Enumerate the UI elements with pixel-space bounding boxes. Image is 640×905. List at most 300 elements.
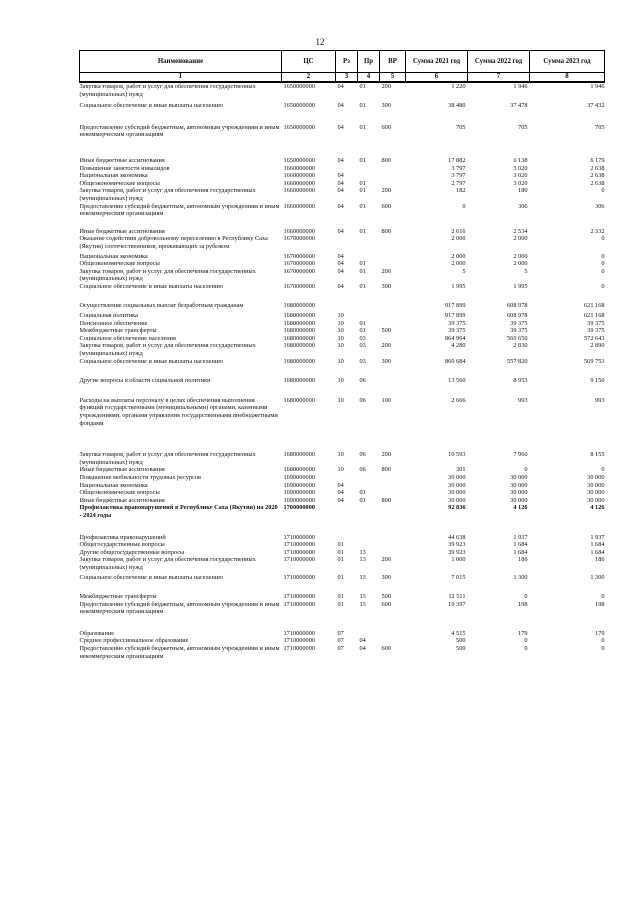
row-name: Общегосударственные вопросы	[79, 541, 165, 549]
row-pr	[358, 302, 380, 312]
row-pr: 01	[359, 267, 366, 275]
row-rz	[336, 474, 358, 482]
row-pr: 06	[359, 377, 366, 385]
row-rz: 04	[337, 202, 344, 210]
row-rz: 04	[337, 260, 344, 268]
row-name: Предоставление субсидий бюджетным, автономным учреждениям и иным некоммерческим организациям	[79, 645, 280, 660]
row-sum-2021: 3 797	[451, 172, 466, 180]
column-number: 2	[282, 73, 336, 83]
row-pr: 01	[359, 202, 366, 210]
row-name: Социальное обеспечение населения	[79, 334, 176, 342]
row-sum-2021: 2 797	[451, 179, 466, 187]
row-name: Образование	[79, 629, 115, 637]
row-sum-2021: 39 923	[448, 541, 466, 549]
table-row	[80, 102, 605, 124]
row-cs: 1650000000	[283, 102, 315, 110]
row-vr: 200	[381, 342, 391, 350]
row-pr: 01	[359, 102, 366, 110]
row-rz: 04	[337, 481, 344, 489]
row-name: Закупка товаров, работ и услуг для обеспечения государственных (муниципальных) нужд	[79, 451, 256, 466]
row-pr: 03	[359, 334, 366, 342]
table-row	[80, 451, 605, 466]
row-sum-2023: 2 332	[590, 227, 605, 235]
row-rz: 10	[337, 377, 344, 385]
row-name: Иные бюджетные ассигнования	[79, 496, 165, 504]
table-row	[80, 203, 605, 228]
row-cs: 1710000000	[283, 593, 315, 601]
row-sum-2021: 182	[456, 187, 466, 195]
row-rz: 04	[337, 172, 344, 180]
table-row	[80, 601, 605, 630]
table-row	[80, 504, 605, 533]
row-rz: 01	[337, 593, 344, 601]
row-vr	[380, 377, 406, 397]
row-name: Повышение занятости инвалидов	[79, 164, 170, 172]
row-cs: 1680000000	[283, 319, 315, 327]
row-cs: 1710000000	[283, 637, 315, 645]
row-name: Социальная политика	[79, 312, 138, 320]
row-name: Национальная экономика	[79, 252, 148, 260]
row-sum-2021: 917 899	[445, 312, 466, 320]
row-cs: 1690000000	[283, 489, 315, 497]
row-sum-2023: 572 643	[584, 334, 605, 342]
row-sum-2021: 500	[456, 645, 466, 653]
row-name: Общеэкономические вопросы	[79, 179, 160, 187]
row-vr	[380, 320, 406, 328]
row-rz: 04	[337, 227, 344, 235]
column-number: 3	[336, 73, 358, 83]
row-pr: 03	[359, 342, 366, 350]
row-sum-2021: 2 000	[451, 252, 466, 260]
row-sum-2023: 1 946	[590, 83, 605, 90]
row-sum-2023: 30 000	[587, 473, 605, 481]
row-name: Профилактика правонарушений	[79, 533, 166, 541]
row-name: Оказание содействия добровольному переселению в Республику Саха (Якутия) соотечественников, проживающих за рубежом	[79, 235, 268, 250]
row-cs: 1660000000	[283, 179, 315, 187]
row-sum-2021: 5	[462, 267, 466, 275]
row-sum-2021: 44 638	[448, 533, 466, 541]
row-sum-2021: 705	[456, 123, 466, 131]
table-row	[80, 377, 605, 397]
row-cs: 1670000000	[283, 267, 315, 275]
table-body	[80, 82, 605, 660]
row-pr: 03	[359, 357, 366, 365]
row-vr: 500	[381, 593, 391, 601]
row-cs: 1690000000	[283, 481, 315, 489]
table-row	[80, 327, 605, 335]
row-vr	[380, 253, 406, 261]
row-pr: 13	[359, 573, 366, 581]
row-vr: 800	[381, 227, 391, 235]
row-rz: 01	[337, 600, 344, 608]
row-sum-2022: 39 375	[510, 319, 528, 327]
header-rz: Рз	[336, 51, 358, 73]
table-row	[80, 482, 605, 490]
row-sum-2021: 2 000	[451, 260, 466, 268]
row-cs: 1680000000	[283, 396, 315, 404]
column-number-row	[80, 73, 605, 83]
row-vr: 300	[381, 573, 391, 581]
row-pr: 01	[359, 187, 366, 195]
row-sum-2022: 993	[518, 396, 528, 404]
row-sum-2022: 30 000	[510, 473, 528, 481]
row-sum-2023: 4 126	[590, 504, 605, 512]
row-vr	[380, 482, 406, 490]
row-sum-2021: 17 882	[448, 156, 466, 164]
row-sum-2021: 4 280	[451, 342, 466, 350]
row-sum-2021: 1 995	[451, 282, 466, 290]
row-rz: 10	[337, 319, 344, 327]
row-vr	[380, 312, 406, 320]
row-sum-2022: 7 960	[513, 451, 528, 459]
row-sum-2023: 9 150	[590, 377, 605, 385]
row-vr: 600	[381, 600, 391, 608]
row-vr: 100	[381, 396, 391, 404]
row-sum-2023: 0	[601, 645, 605, 653]
row-pr: 01	[359, 227, 366, 235]
row-sum-2023: 2 890	[590, 342, 605, 350]
row-sum-2022: 2 000	[513, 252, 528, 260]
row-rz: 10	[337, 357, 344, 365]
row-name: Закупка товаров, работ и услуг для обеспечения государственных (муниципальных) нужд	[79, 267, 256, 283]
column-number: 1	[80, 73, 282, 83]
row-pr	[358, 474, 380, 482]
row-rz: 04	[337, 267, 344, 275]
header-sum-2023: Сумма 2023 год	[530, 51, 605, 73]
row-pr: 01	[359, 489, 366, 497]
table-row	[80, 489, 605, 497]
budget-table	[79, 50, 605, 660]
row-vr	[380, 549, 406, 557]
row-pr	[358, 630, 380, 638]
row-cs: 1680000000	[283, 312, 315, 320]
row-name: Другие общегосударственные вопросы	[79, 548, 185, 556]
row-vr	[380, 541, 406, 549]
row-pr: 01	[359, 327, 366, 335]
row-vr: 800	[381, 156, 391, 164]
row-sum-2022: 180	[518, 187, 528, 195]
row-cs: 1710000000	[283, 600, 315, 608]
row-cs: 1710000000	[283, 533, 315, 541]
table-row	[80, 253, 605, 261]
row-sum-2023: 1 684	[590, 541, 605, 549]
row-sum-2021: 500	[456, 637, 466, 645]
row-sum-2023: 0	[601, 267, 605, 275]
row-pr: 06	[359, 466, 366, 474]
row-vr	[380, 165, 406, 173]
table-row	[80, 630, 605, 638]
row-vr	[380, 474, 406, 482]
row-rz: 01	[337, 573, 344, 581]
row-cs: 1680000000	[283, 466, 315, 474]
row-sum-2021: 19 397	[448, 600, 466, 608]
row-sum-2022: 705	[518, 123, 528, 131]
row-rz: 10	[337, 312, 344, 320]
row-vr: 200	[381, 267, 391, 275]
row-rz: 04	[337, 83, 344, 90]
row-sum-2021: 10 593	[448, 451, 466, 459]
row-sum-2023: 186	[595, 556, 605, 564]
row-sum-2021: 860 684	[445, 357, 466, 365]
row-sum-2021: 864 964	[445, 334, 466, 342]
row-name: Другие вопросы в области социальной политики	[79, 377, 211, 385]
row-sum-2022: 1 300	[513, 573, 528, 581]
row-sum-2022: 2 534	[513, 227, 528, 235]
row-sum-2022: 2 000	[513, 235, 528, 243]
row-pr: 01	[359, 260, 366, 268]
row-pr	[358, 541, 380, 549]
row-rz: 04	[337, 282, 344, 290]
row-sum-2022: 0	[524, 637, 528, 645]
row-sum-2022: 0	[524, 645, 528, 653]
row-vr: 500	[381, 327, 391, 335]
row-cs: 1670000000	[283, 235, 315, 243]
row-cs: 1710000000	[283, 573, 315, 581]
row-sum-2021: 7 015	[451, 573, 466, 581]
row-sum-2023: 993	[595, 396, 605, 404]
row-sum-2023: 2 638	[590, 172, 605, 180]
table-row	[80, 549, 605, 557]
row-rz: 01	[337, 541, 344, 549]
column-number: 7	[468, 73, 530, 83]
table-row	[80, 556, 605, 573]
row-pr: 01	[359, 319, 366, 327]
row-pr: 01	[359, 83, 366, 90]
row-pr	[358, 312, 380, 320]
table-row	[80, 302, 605, 312]
row-pr: 01	[359, 123, 366, 131]
row-rz: 01	[337, 556, 344, 564]
row-sum-2023: 8 155	[590, 451, 605, 459]
row-name: Предоставление субсидий бюджетным, автономным учреждениям и иным некоммерческим организациям	[79, 202, 280, 218]
row-sum-2023: 0	[601, 252, 605, 260]
table-row	[80, 283, 605, 303]
row-name: Национальная экономика	[79, 481, 148, 489]
row-vr: 300	[381, 102, 391, 110]
table-row	[80, 165, 605, 173]
header-row	[80, 51, 605, 73]
row-sum-2022: 557 820	[507, 357, 528, 365]
row-sum-2022: 1 946	[513, 83, 528, 90]
page-number: 12	[315, 37, 325, 47]
row-sum-2022: 0	[524, 593, 528, 601]
row-sum-2023: 0	[601, 593, 605, 601]
row-sum-2022: 1 995	[513, 282, 528, 290]
row-vr: 200	[381, 451, 391, 459]
row-cs: 1680000000	[283, 377, 315, 385]
header-pr: Пр	[358, 51, 380, 73]
row-name: Расходы на выплаты персоналу в целях обеспечения выполнения функций государственными (муниципальными) органами, казенными учреждениями, органами управления государственными внебюджетными фондами	[79, 396, 278, 427]
table-row	[80, 645, 605, 660]
row-rz: 04	[337, 123, 344, 131]
row-sum-2023: 179	[595, 629, 605, 637]
row-cs: 1710000000	[283, 541, 315, 549]
row-pr: 13	[359, 600, 366, 608]
row-sum-2021: 1 000	[451, 556, 466, 564]
row-sum-2021: 39 375	[448, 327, 466, 335]
row-rz: 07	[337, 637, 344, 645]
row-sum-2022: 3 020	[513, 172, 528, 180]
row-rz: 04	[337, 489, 344, 497]
header-name: Наименование	[80, 51, 282, 73]
row-vr	[380, 489, 406, 497]
row-cs: 1660000000	[283, 202, 315, 210]
header-sum-2022: Сумма 2022 год	[468, 51, 530, 73]
row-sum-2023: 39 375	[587, 319, 605, 327]
row-cs: 1660000000	[283, 172, 315, 180]
row-cs: 1660000000	[283, 187, 315, 195]
row-cs: 1710000000	[283, 556, 315, 564]
table-row	[80, 358, 605, 378]
row-sum-2022: 1 684	[513, 548, 528, 556]
table-row	[80, 312, 605, 320]
table-row	[80, 397, 605, 451]
row-name: Иные бюджетные ассигнования	[79, 156, 165, 164]
row-rz: 10	[337, 466, 344, 474]
row-sum-2022: 39 375	[510, 327, 528, 335]
row-pr: 06	[359, 396, 366, 404]
row-rz: 04	[337, 179, 344, 187]
row-name: Социальное обеспечение и иные выплаты населению	[79, 102, 223, 110]
row-sum-2023: 569 753	[584, 357, 605, 365]
row-sum-2021: 12 511	[448, 593, 466, 601]
row-sum-2023: 1 937	[590, 533, 605, 541]
row-name: Национальная экономика	[79, 172, 148, 180]
row-rz: 04	[337, 252, 344, 260]
row-name: Общеэкономические вопросы	[79, 260, 160, 268]
row-sum-2023: 0	[601, 466, 605, 474]
row-sum-2023: 39 375	[587, 327, 605, 335]
table-row	[80, 268, 605, 283]
table-row	[80, 320, 605, 328]
row-vr	[380, 302, 406, 312]
row-cs: 1710000000	[283, 629, 315, 637]
row-vr: 800	[381, 466, 391, 474]
row-sum-2021: 3 797	[451, 164, 466, 172]
row-name: Закупка товаров, работ и услуг для обеспечения государственных (муниципальных) нужд	[79, 83, 256, 98]
row-vr: 600	[381, 645, 391, 653]
row-pr: 01	[359, 179, 366, 187]
row-vr	[380, 630, 406, 638]
row-sum-2022: 3 020	[513, 164, 528, 172]
table-row	[80, 235, 605, 252]
row-rz: 04	[337, 496, 344, 504]
row-pr	[358, 235, 380, 252]
row-cs: 1650000000	[283, 156, 315, 164]
row-rz: 10	[337, 327, 344, 335]
row-vr	[380, 637, 406, 645]
row-vr	[380, 180, 406, 188]
row-rz: 10	[337, 342, 344, 350]
row-name: Межбюджетные трансферты	[79, 593, 157, 601]
row-sum-2022: 5	[524, 267, 528, 275]
row-sum-2023: 6 179	[590, 156, 605, 164]
row-sum-2021: 2 616	[451, 227, 466, 235]
table-row	[80, 474, 605, 482]
row-rz	[336, 235, 358, 252]
row-sum-2023: 0	[601, 282, 605, 290]
row-sum-2023: 0	[601, 637, 605, 645]
row-sum-2021: 38 480	[448, 102, 466, 110]
row-vr: 800	[381, 496, 391, 504]
row-sum-2021: 2 666	[451, 396, 466, 404]
row-pr: 13	[359, 548, 366, 556]
row-rz: 07	[337, 629, 344, 637]
table-row	[80, 534, 605, 542]
column-number: 5	[380, 73, 406, 83]
row-vr: 600	[381, 202, 391, 210]
table-row	[80, 574, 605, 594]
row-sum-2022: 2 830	[513, 342, 528, 350]
row-sum-2022: 37 478	[510, 102, 528, 110]
row-rz	[336, 302, 358, 312]
row-vr	[380, 235, 406, 252]
row-name: Профилактика правонарушений в Республике Саха (Якутия) на 2020 - 2024 годы	[79, 504, 278, 519]
row-sum-2022: 608 978	[507, 312, 528, 320]
row-name: Закупка товаров, работ и услуг для обеспечения государственных (муниципальных) нужд	[79, 342, 256, 358]
row-rz: 07	[337, 645, 344, 653]
row-sum-2023: 705	[595, 123, 605, 131]
header-vr: ВР	[380, 51, 406, 73]
row-sum-2023: 0	[601, 235, 605, 243]
row-sum-2022: 30 000	[510, 496, 528, 504]
row-pr: 13	[359, 556, 366, 564]
row-sum-2021: 30 000	[448, 489, 466, 497]
row-rz: 04	[337, 187, 344, 195]
row-pr	[358, 253, 380, 261]
row-sum-2023: 621 168	[584, 312, 605, 320]
row-cs: 1650000000	[283, 83, 315, 90]
row-vr: 300	[381, 282, 391, 290]
row-sum-2023: 1 300	[590, 573, 605, 581]
row-name: Пенсионное обеспечение	[79, 319, 148, 327]
row-sum-2022: 179	[518, 629, 528, 637]
row-sum-2023: 37 432	[587, 102, 605, 110]
row-cs: 1660000000	[283, 227, 315, 235]
row-name: Закупка товаров, работ и услуг для обеспечения государственных (муниципальных) нужд	[79, 556, 256, 571]
row-sum-2023: 2 638	[590, 164, 605, 172]
row-vr: 200	[381, 83, 391, 90]
row-sum-2022: 3 020	[513, 179, 528, 187]
row-sum-2021: 92 836	[448, 504, 466, 512]
row-sum-2021: 39 923	[448, 548, 466, 556]
row-cs: 1670000000	[283, 252, 315, 260]
row-sum-2023: 0	[601, 187, 605, 195]
row-sum-2023: 2 638	[590, 179, 605, 187]
row-cs: 1670000000	[283, 282, 315, 290]
row-name: Межбюджетные трансферты	[79, 327, 157, 335]
row-sum-2021: 4 515	[451, 629, 466, 637]
row-sum-2021: 30 000	[448, 473, 466, 481]
row-pr: 06	[359, 451, 366, 459]
row-sum-2023: 1 684	[590, 548, 605, 556]
row-cs: 1680000000	[283, 357, 315, 365]
row-rz: 10	[337, 396, 344, 404]
row-sum-2023: 0	[601, 260, 605, 268]
row-name: Социальное обеспечение и иные выплаты населению	[79, 282, 223, 290]
row-sum-2022: 608 978	[507, 302, 528, 310]
row-cs: 1680000000	[283, 342, 315, 350]
row-sum-2021: 39 375	[448, 319, 466, 327]
row-sum-2021: 13 560	[448, 377, 466, 385]
row-vr	[380, 335, 406, 343]
row-name: Повышение мобильности трудовых ресурсов	[79, 473, 201, 481]
row-name: Социальное обеспечение и иные выплаты населению	[79, 357, 223, 365]
row-sum-2022: 30 000	[510, 481, 528, 489]
row-cs: 1670000000	[283, 260, 315, 268]
row-sum-2022: 1 937	[513, 533, 528, 541]
row-cs: 1690000000	[283, 496, 315, 504]
